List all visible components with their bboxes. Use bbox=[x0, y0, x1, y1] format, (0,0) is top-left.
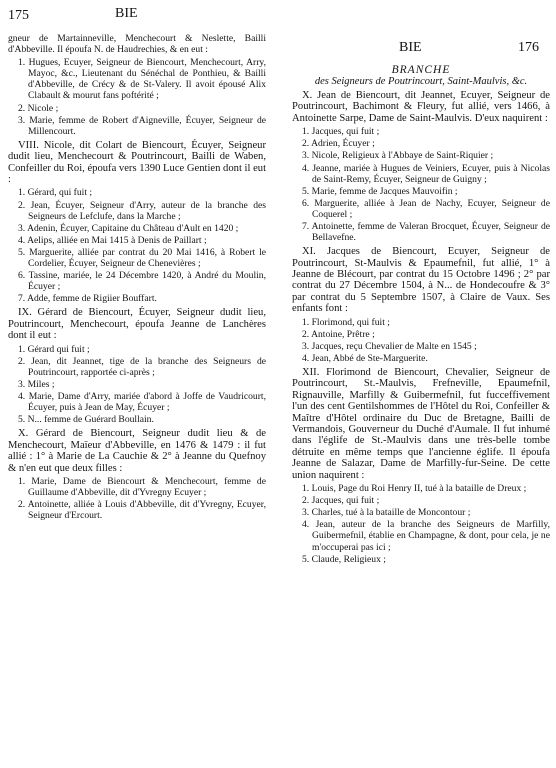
list-item: 3. Nicole, Religieux à l'Abbaye de Saint-Riquier ; bbox=[302, 150, 494, 162]
list-item: 4. Aelips, alliée en Mai 1415 à Denis de Paillart ; bbox=[18, 234, 207, 246]
right-text-column bbox=[292, 64, 550, 568]
list-item: 5. N... femme de Guérard Boullain. bbox=[18, 414, 154, 426]
list-item: 4. Jeanne, mariée à Hugues de Veiniers, Ecuyer, puis à Nicolas de Saint-Remy, Écuyer, Seigneur de Guigny ; bbox=[302, 162, 550, 185]
list-item: 7. Adde, femme de Rigiier Bouffart. bbox=[18, 293, 157, 305]
children-list bbox=[292, 317, 550, 364]
list-item: 2. Jean, dit Jeannet, tige de la branche des Seigneurs de Poutrincourt, rapportée ci-après ; bbox=[18, 355, 266, 378]
list-item: 1. Marie, Dame de Biencourt & Menchecourt, femme de Guillaume d'Abbeville, dit d'Yvregny Ecuyer ; bbox=[18, 475, 266, 498]
genealogy-paragraph: VIII. Nicole, dit Colart de Biencourt, Écuyer, Seigneur dudit lieu, Menchecourt & Poutrincourt, Bailli de Waben, Confeiller du Roi, époufa vers 1390 Luce Gentien dont il eut : bbox=[8, 139, 267, 186]
list-item: 4. Jean, auteur de la branche des Seigneurs de Marfilly, Guibermefnil, établie en Champagne, & dont, pour cela, je ne m'occuperai pas ici ; bbox=[302, 519, 550, 553]
list-item: 4. Jean, Abbé de Ste-Marguerite. bbox=[302, 352, 428, 364]
children-list bbox=[8, 57, 266, 137]
left-text-column bbox=[8, 33, 266, 524]
branch-subheading: des Seigneurs de Poutrincourt, Saint-Maulvis, &c. bbox=[314, 76, 528, 87]
genealogy-paragraph: XI. Jacques de Biencourt, Ecuyer, Seigneur de Poutrincourt, St-Maulvis & Epaumefnil, fut allié, 1° à Jeanne de Blécourt, par contrat du 15 Octobre 1496 ; 2° par contrat du 27 Décembre 1504, à N... de Hondecoufre & 3° par contrat du 5 Septembre 1507, à Claire de Vaux. Ses enfants font : bbox=[292, 246, 550, 315]
branch-heading: BRANCHE bbox=[391, 64, 451, 76]
genealogy-paragraph: X. Gérard de Biencourt, Seigneur dudit lieu & de Menchecourt, Maïeur d'Abbeville, en 1476 & 1479 : il fut allié : 1° à Marie de La Cauchie & 2° à Jeanne du Quefnoy & n'en eut que deux filles : bbox=[8, 428, 266, 474]
list-item: 3. Jacques, reçu Chevalier de Malte en 1545 ; bbox=[302, 340, 477, 352]
list-item: 6. Tassine, mariée, le 24 Décembre 1420, à André du Moulin, Écuyer ; bbox=[18, 270, 266, 293]
list-item: 2. Antoine, Prêtre ; bbox=[302, 328, 375, 340]
list-item: 3. Marie, femme de Robert d'Aigneville, Écuyer, Seigneur de Millencourt. bbox=[18, 114, 266, 137]
children-list bbox=[8, 344, 266, 426]
genealogy-paragraph: XII. Florimond de Biencourt, Chevalier, Seigneur de Poutrincourt, St.-Maulvis, Frefneville, Epaumefnil, Rignauville, Marfilly & Guibermefnil, fut fucceffivement l'un des cent Gentilshommes de l'Hôtel du Roi, Confeiller & Maître d'Hôtel ordinaire du Duc de Bretagne, Bailli de Vermandois, Gouverneur du Duché d'Aumale. Il fut inhumé dans l'églife de St.-Maulvis dans une très-belle tombe détruite en même temps que l'ancienne églife. Il époufa Jeanne de Salazar, Dame de Marfilly-fur-Seine. De cette union naquirent : bbox=[292, 366, 550, 481]
list-item: 3. Charles, tué à la bataille de Moncontour ; bbox=[302, 507, 471, 519]
list-item: 4. Marie, Dame d'Arry, mariée d'abord à Joffe de Vaudricourt, Écuyer, puis à Jean de May, Écuyer ; bbox=[18, 391, 266, 414]
list-item: 2. Nicole ; bbox=[18, 102, 59, 114]
list-item: 1. Hugues, Ecuyer, Seigneur de Biencourt, Menchecourt, Arry, Mayoc, &c., Lieutenant du Sénéchal de Ponthieu, & Bailli d'Abbeville, de Crécy & de St-Valery. Il avoit épousé Alix Clabault & mourut fans poftérité ; bbox=[18, 57, 266, 102]
children-list bbox=[8, 187, 266, 304]
list-item: 5. Claude, Religieux ; bbox=[302, 553, 386, 565]
list-item: 1. Gérard, qui fuit ; bbox=[18, 187, 93, 199]
list-item: 6. Marguerite, alliée à Jean de Nachy, Ecuyer, Seigneur de Coquerel ; bbox=[302, 197, 550, 220]
right-page-number: 176 bbox=[518, 40, 539, 55]
list-item: 2. Jean, Écuyer, Seigneur d'Arry, auteur de la branche des Seigneurs de Lefclufe, dans la Marche ; bbox=[18, 199, 266, 222]
children-list bbox=[292, 126, 550, 243]
genealogy-paragraph: X. Jean de Biencourt, dit Jeannet, Ecuyer, Seigneur de Poutrincourt, Bachimont & Fleury, fut allié, vers 1466, à Antoinette Sarpe, Dame de Saint-Maulvis. D'eux naquirent : bbox=[292, 90, 550, 124]
list-item: 5. Marie, femme de Jacques Mauvoifin ; bbox=[302, 185, 458, 197]
left-running-head: BIE bbox=[115, 6, 138, 21]
children-list bbox=[8, 476, 266, 521]
children-list bbox=[292, 483, 550, 565]
list-item: 2. Adrien, Écuyer ; bbox=[302, 138, 375, 150]
list-item: 3. Adenin, Écuyer, Capitaine du Château d'Ault en 1420 ; bbox=[18, 222, 239, 234]
genealogy-paragraph: gneur de Martainneville, Menchecourt & Neslette, Bailli d'Abbeville. Il époufa N. de Haudrechies, & en eut : bbox=[8, 33, 266, 56]
right-running-head: BIE bbox=[399, 40, 422, 55]
genealogy-paragraph: IX. Gérard de Biencourt, Écuyer, Seigneur dudit lieu, Poutrincourt, Menchecourt, époufa Jeanne de Lanchères dont il eut : bbox=[8, 307, 266, 342]
left-page-number: 175 bbox=[8, 8, 29, 23]
list-item: 5. Marguerite, alliée par contrat du 20 Mai 1416, à Robert le Cordelier, Écuyer, Seigneur de Chenevières ; bbox=[18, 246, 266, 270]
list-item: 7. Antoinette, femme de Valeran Brocquet, Écuyer, Seigneur de Bellavefne. bbox=[302, 220, 550, 244]
list-item: 2. Jacques, qui fuit ; bbox=[302, 495, 380, 507]
list-item: 2. Antoinette, alliée à Louis d'Abbeville, dit d'Yvregny, Ecuyer, Seigneur d'Ercourt. bbox=[18, 499, 266, 522]
list-item: 1. Gérard qui fuit ; bbox=[18, 343, 90, 355]
list-item: 3. Miles ; bbox=[18, 378, 55, 390]
list-item: 1. Florimond, qui fuit ; bbox=[302, 316, 390, 328]
list-item: 1. Jacques, qui fuit ; bbox=[302, 126, 380, 138]
list-item: 1. Louis, Page du Roi Henry II, tué à la bataille de Dreux ; bbox=[302, 483, 527, 495]
